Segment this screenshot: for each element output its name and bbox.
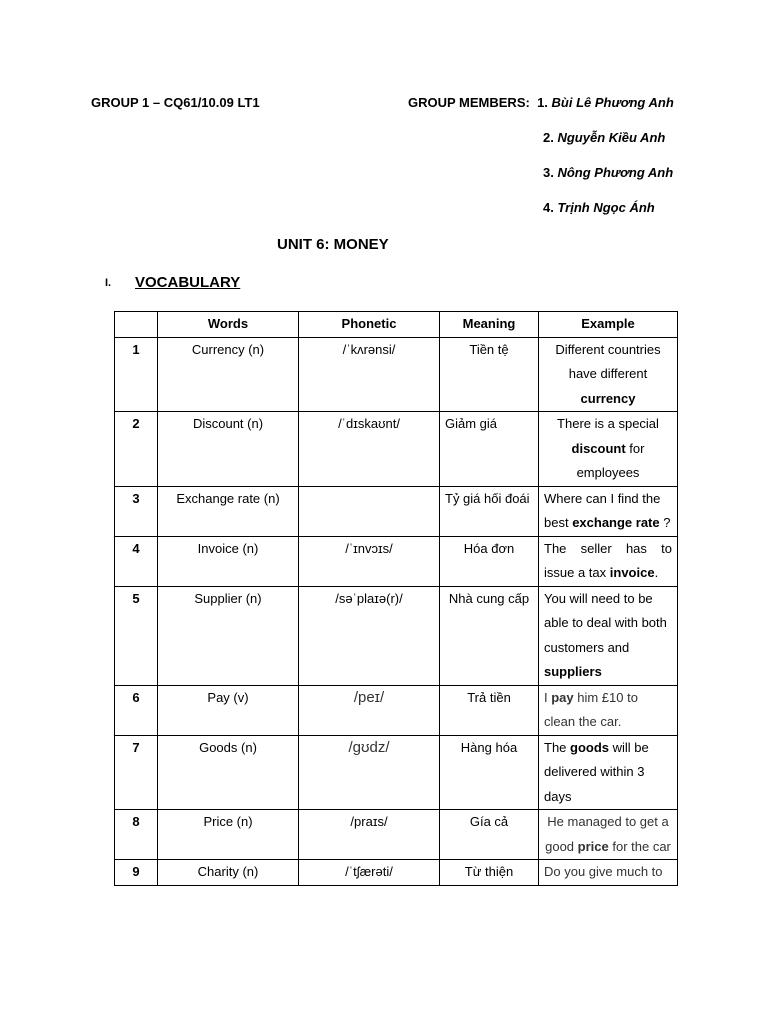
word-cell: Exchange rate (n): [158, 486, 299, 536]
word-cell: Supplier (n): [158, 586, 299, 685]
word-cell: Discount (n): [158, 412, 299, 487]
example-cell: I pay him £10 to clean the car.: [539, 685, 678, 735]
header-words: Words: [158, 312, 299, 338]
group-members-line: [408, 95, 674, 110]
word-cell: Invoice (n): [158, 536, 299, 586]
header-meaning: Meaning: [440, 312, 539, 338]
header-phonetic: Phonetic: [299, 312, 440, 338]
phonetic-cell: [299, 486, 440, 536]
group-label: GROUP 1 – CQ61/10.09 LT1: [91, 95, 260, 110]
word-cell: Currency (n): [158, 337, 299, 412]
meaning-cell: Tỷ giá hối đoái: [440, 486, 539, 536]
member-3-name: Nông Phương Anh: [557, 165, 674, 180]
example-cell: Do you give much to: [539, 860, 678, 886]
meaning-cell: Tiền tệ: [440, 337, 539, 412]
table-row: [115, 810, 678, 860]
table-row: [115, 586, 678, 685]
example-cell: The goods will be delivered within 3 days: [539, 735, 678, 810]
meaning-cell: Gía cả: [440, 810, 539, 860]
word-cell: Goods (n): [158, 735, 299, 810]
phonetic-cell: /ˈɪnvɔɪs/: [299, 536, 440, 586]
table-row: [115, 412, 678, 487]
row-number: 7: [115, 735, 158, 810]
phonetic-cell: /ˈtʃærəti/: [299, 860, 440, 886]
phonetic-cell: /ˈkʌrənsi/: [299, 337, 440, 412]
word-cell: Price (n): [158, 810, 299, 860]
table-row: [115, 337, 678, 412]
example-cell: Different countries have different currency: [539, 337, 678, 412]
meaning-cell: Nhà cung cấp: [440, 586, 539, 685]
table-row: [115, 685, 678, 735]
word-cell: Charity (n): [158, 860, 299, 886]
meaning-cell: Từ thiện: [440, 860, 539, 886]
row-number: 6: [115, 685, 158, 735]
phonetic-cell: /praɪs/: [299, 810, 440, 860]
member-2: [543, 130, 665, 145]
table-row: [115, 860, 678, 886]
member-4-num: 4.: [543, 200, 554, 215]
row-number: 9: [115, 860, 158, 886]
phonetic-cell: /peɪ/: [299, 685, 440, 735]
row-number: 2: [115, 412, 158, 487]
header-example: Example: [539, 312, 678, 338]
meaning-cell: Hàng hóa: [440, 735, 539, 810]
member-4: [543, 200, 655, 215]
member-4-name: Trịnh Ngọc Ánh: [557, 200, 655, 215]
phonetic-cell: /ɡʊdz/: [299, 735, 440, 810]
unit-title: UNIT 6: MONEY: [277, 236, 389, 253]
row-number: 4: [115, 536, 158, 586]
member-2-name: Nguyễn Kiều Anh: [557, 130, 666, 145]
member-1-name: Bùi Lê Phương Anh: [551, 95, 674, 110]
row-number: 8: [115, 810, 158, 860]
members-label: GROUP MEMBERS:: [408, 95, 530, 110]
word-cell: Pay (v): [158, 685, 299, 735]
row-number: 5: [115, 586, 158, 685]
section-number: I.: [105, 277, 112, 289]
member-1-num: 1.: [537, 95, 548, 110]
example-cell: You will need to be able to deal with both customers and suppliers: [539, 586, 678, 685]
table-row: [115, 536, 678, 586]
phonetic-cell: /ˈdɪskaʊnt/: [299, 412, 440, 487]
member-2-num: 2.: [543, 130, 554, 145]
vocabulary-table: [114, 311, 678, 886]
member-3: [543, 165, 673, 180]
member-3-num: 3.: [543, 165, 554, 180]
row-number: 1: [115, 337, 158, 412]
table-row: [115, 735, 678, 810]
example-cell: Where can I find the best exchange rate ?: [539, 486, 678, 536]
meaning-cell: Trả tiền: [440, 685, 539, 735]
example-cell: He managed to get a good price for the car: [539, 810, 678, 860]
header-no: [115, 312, 158, 338]
row-number: 3: [115, 486, 158, 536]
example-cell: The seller has to issue a tax invoice.: [539, 536, 678, 586]
table-row: [115, 486, 678, 536]
meaning-cell: Giảm giá: [440, 412, 539, 487]
meaning-cell: Hóa đơn: [440, 536, 539, 586]
phonetic-cell: /səˈplaɪə(r)/: [299, 586, 440, 685]
example-cell: There is a special discount for employees: [539, 412, 678, 487]
section-title: VOCABULARY: [135, 274, 241, 291]
table-header-row: [115, 312, 678, 338]
